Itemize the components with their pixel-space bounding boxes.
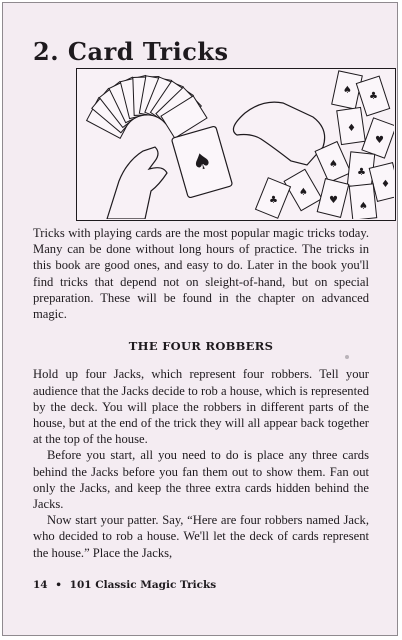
spade-card-icon bbox=[171, 126, 232, 198]
svg-text:♣: ♣ bbox=[357, 167, 366, 178]
page-frame bbox=[2, 2, 398, 636]
body-paragraph: Now start your patter. Say, “Here are four robbers named Jack, who decided to rob a house. We'll let the deck of cards represent the house.” Place the Jacks, bbox=[33, 513, 369, 560]
svg-text:♦: ♦ bbox=[347, 123, 356, 134]
print-speck bbox=[345, 355, 349, 359]
page-number: 14 bbox=[33, 579, 48, 591]
section-heading: THE FOUR ROBBERS bbox=[128, 339, 274, 354]
page-footer bbox=[33, 579, 216, 591]
svg-text:♣: ♣ bbox=[269, 195, 278, 206]
body-paragraph: Hold up four Jacks, which represent four robbers. Tell your audience that the Jacks decide to rob a house, which is represented by the deck. You will place the robbers in different parts of the house, but at the end of the trick they will all appear back together at the top of the house. bbox=[33, 367, 369, 447]
svg-text:♦: ♦ bbox=[381, 179, 390, 190]
svg-text:♠: ♠ bbox=[343, 85, 352, 96]
svg-text:♣: ♣ bbox=[369, 91, 378, 102]
intro-paragraph: Tricks with playing cards are the most popular magic tricks today. Many can be done without long hours of practice. The tricks in this book are good ones, and easy to do. Later in the book you'll find tricks that depend not on sleight-of-hand, but on special preparation. These will be found in the chapter on advanced magic. bbox=[33, 226, 369, 322]
page-body bbox=[33, 225, 369, 561]
running-book-title: 101 Classic Magic Tricks bbox=[69, 579, 217, 591]
left-hand-icon bbox=[107, 147, 167, 219]
svg-text:♠: ♠ bbox=[299, 187, 308, 198]
svg-text:♠: ♠ bbox=[329, 159, 338, 170]
svg-text:♥: ♥ bbox=[375, 135, 384, 146]
svg-text:♠: ♠ bbox=[189, 147, 216, 178]
svg-text:♠: ♠ bbox=[359, 201, 368, 212]
right-hand-icon bbox=[233, 102, 324, 165]
body-paragraph: Before you start, all you need to do is place any three cards behind the Jacks before you fan them out to show them. Fan out only the Jacks, and keep the three extra cards hidden behind the Jacks. bbox=[33, 448, 369, 512]
svg-text:♥: ♥ bbox=[329, 195, 338, 206]
illustration-drawing bbox=[77, 69, 394, 219]
footer-separator: • bbox=[55, 579, 62, 591]
chapter-title: 2. Card Tricks bbox=[33, 37, 229, 66]
card-tricks-illustration bbox=[76, 68, 396, 221]
fanned-cards-icon bbox=[87, 75, 207, 138]
